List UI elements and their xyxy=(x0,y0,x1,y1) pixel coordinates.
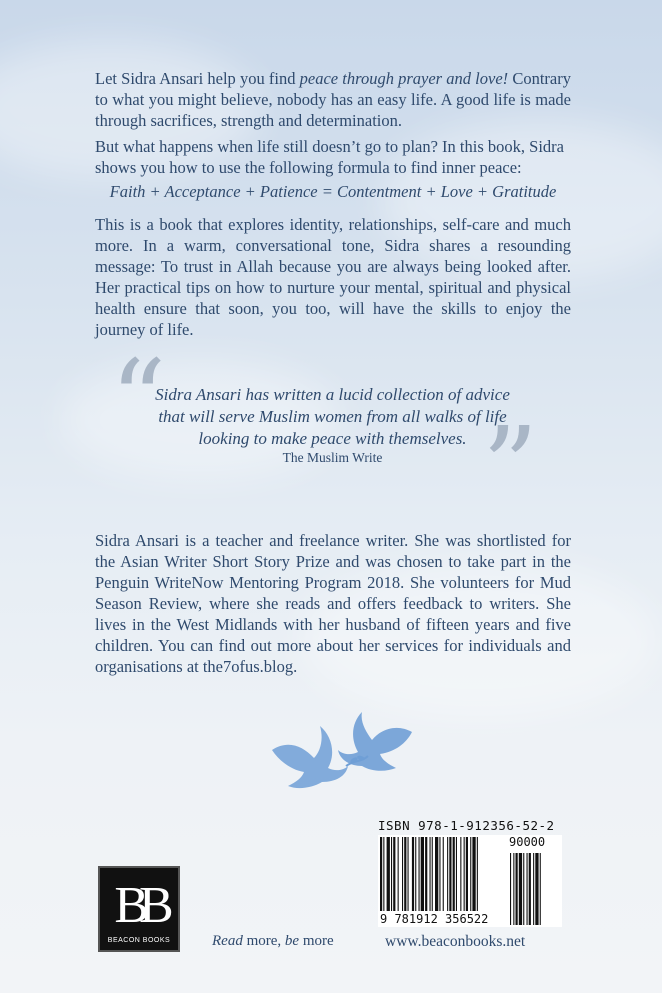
website-link[interactable]: www.beaconbooks.net xyxy=(385,933,526,950)
logo-text: BEACON BOOKS xyxy=(107,937,171,944)
blurb-paragraph-3: This is a book that explores identity, relationships, self-care and much more. In a warm, conversational tone, Sidra shares a resounding message: To trust in Allah because you are always being looked after. Her practical tips on how to nurture your mental, spiritual and physical health ensure that soon, you too, will have the skills to enjoy the journey of life. xyxy=(95,215,571,339)
blurb-paragraph-2: But what happens when life still doesn’t go to plan? In this book, Sidra shows you how to use the following formula to find inner peace: xyxy=(95,137,564,177)
doves-icon xyxy=(262,710,422,800)
price-code: 90000 xyxy=(509,835,546,849)
tagline: Read more, be more xyxy=(212,933,334,949)
review-source: The Muslim Write xyxy=(282,450,383,465)
publisher-logo xyxy=(98,866,180,952)
barcode-digits: 9 781912 356522 xyxy=(380,912,489,926)
review-quote: Sidra Ansari has written a lucid collection of advice that will serve Muslim women from all walks of life looking to make peace with themselves. xyxy=(155,385,510,448)
author-bio: Sidra Ansari is a teacher and freelance writer. She was shortlisted for the Asian Writer Short Story Prize and was chosen to take part in the Penguin WriteNow Mentoring Program 2018. She volunteers for Mud Season Review, where she reads and offers feedback to writers. She lives in the West Midlands with her husband of fifteen years and five children. You can find out more about her services for individuals and organisations at the7ofus.blog. xyxy=(95,531,571,676)
logo-letters: BB xyxy=(114,877,164,934)
close-quote-icon: ” xyxy=(482,403,539,531)
blurb-paragraph-1: Let Sidra Ansari help you find peace through prayer and love! Contrary to what you might believe, nobody has an easy life. A good life is made through sacrifices, strength and determination. xyxy=(95,69,571,130)
isbn-text: ISBN 978-1-912356-52-2 xyxy=(378,818,555,833)
open-quote-icon: “ xyxy=(110,336,167,464)
formula: Faith + Acceptance + Patience = Contentment + Love + Gratitude xyxy=(109,182,557,201)
